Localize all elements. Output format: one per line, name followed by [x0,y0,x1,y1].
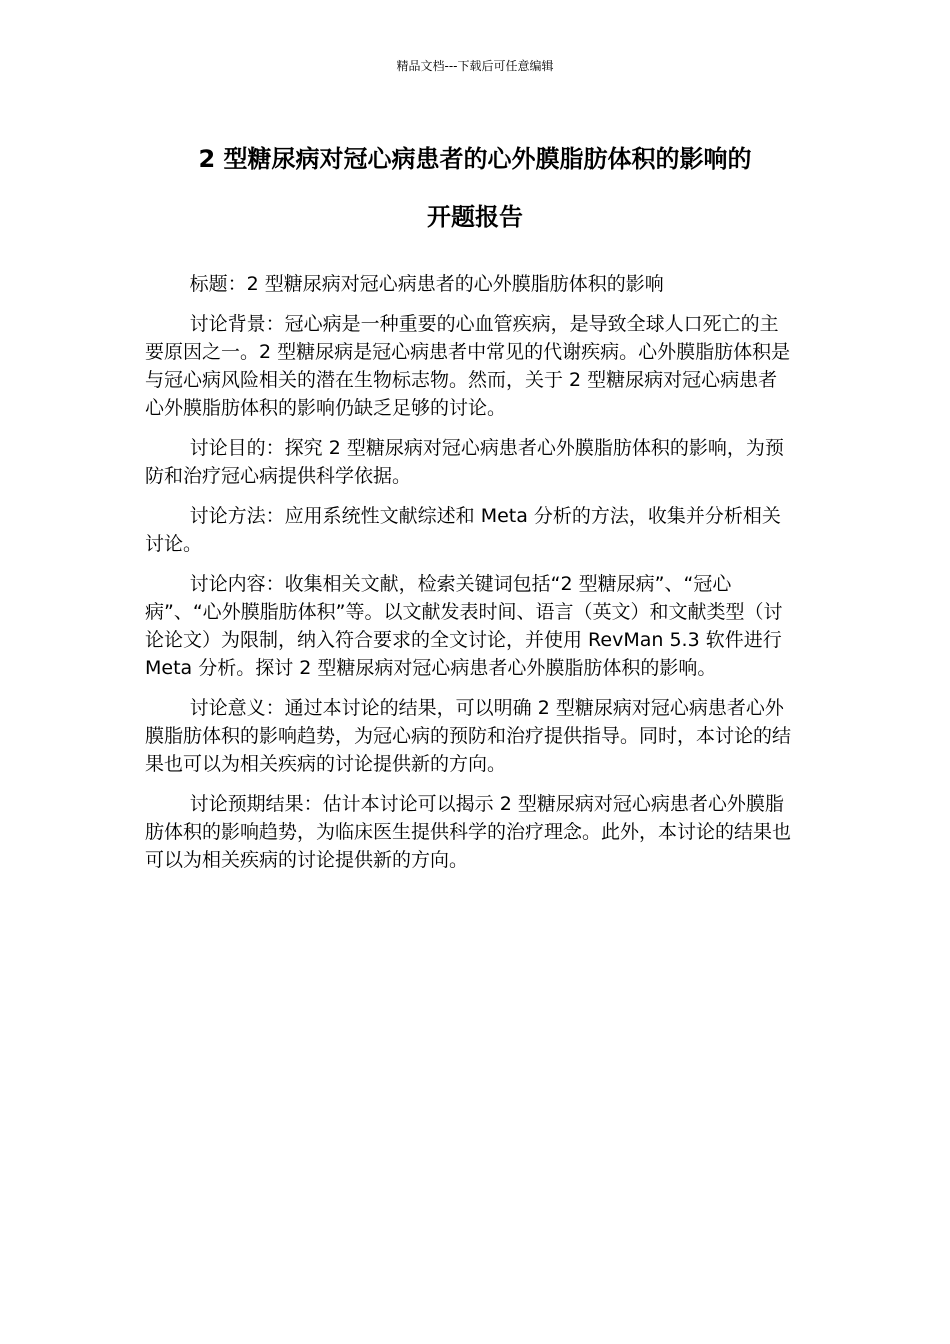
title-line-1: 2 型糖尿病对冠心病患者的心外膜脂肪体积的影响的 [198,145,752,173]
paragraph-label: 讨论预期结果： [189,793,323,815]
paragraph-significance [145,694,795,778]
paragraph-text: 2 型糖尿病对冠心病患者的心外膜脂肪体积的影响 [246,273,664,295]
document-title [120,130,830,246]
paragraph-label: 讨论意义： [189,697,285,719]
paragraph-label: 讨论背景： [189,313,285,335]
page-header: 精品文档---下载后可任意编辑 [396,59,554,73]
paragraph-text: 收集相关文献，检索关键词包括“2 型糖尿病”、“冠心病”、“心外膜脂肪体积”等。以文献发表时间、语言（英文）和文献类型（讨论论文）为限制，纳入符合要求的全文讨论，并使用 RevMan 5.3 软件进行 Meta 分析。探讨 2 型糖尿病对冠心病患者心外膜脂肪体积的影响。 [145,573,783,679]
paragraph-label: 标题： [189,273,247,295]
paragraph-background [145,310,795,422]
paragraph-method [145,502,795,558]
paragraph-text: 通过本讨论的结果，可以明确 2 型糖尿病对冠心病患者心外膜脂肪体积的影响趋势，为冠心病的预防和治疗提供指导。同时，本讨论的结果也可以为相关疾病的讨论提供新的方向。 [145,697,792,775]
paragraph-text: 冠心病是一种重要的心血管疾病，是导致全球人口死亡的主要原因之一。2 型糖尿病是冠心病患者中常见的代谢疾病。心外膜脂肪体积是与冠心病风险相关的潜在生物标志物。然而，关于 2 型糖尿病对冠心病患者心外膜脂肪体积的影响仍缺乏足够的讨论。 [145,313,791,419]
paragraph-text: 估计本讨论可以揭示 2 型糖尿病对冠心病患者心外膜脂肪体积的影响趋势，为临床医生提供科学的治疗理念。此外，本讨论的结果也可以为相关疾病的讨论提供新的方向。 [145,793,792,871]
paragraph-label: 讨论内容： [189,573,285,595]
paragraph-expected-results [145,790,795,874]
paragraph-text: 应用系统性文献综述和 Meta 分析的方法，收集并分析相关讨论。 [145,505,781,555]
paragraph-label: 讨论方法： [189,505,285,527]
paragraph-text: 探究 2 型糖尿病对冠心病患者心外膜脂肪体积的影响，为预防和治疗冠心病提供科学依据。 [145,437,784,487]
paragraph-label: 讨论目的： [189,437,285,459]
document-body [145,270,795,886]
paragraph-title [145,270,795,298]
paragraph-content [145,570,795,682]
paragraph-purpose [145,434,795,490]
title-line-2: 开题报告 [427,203,523,231]
